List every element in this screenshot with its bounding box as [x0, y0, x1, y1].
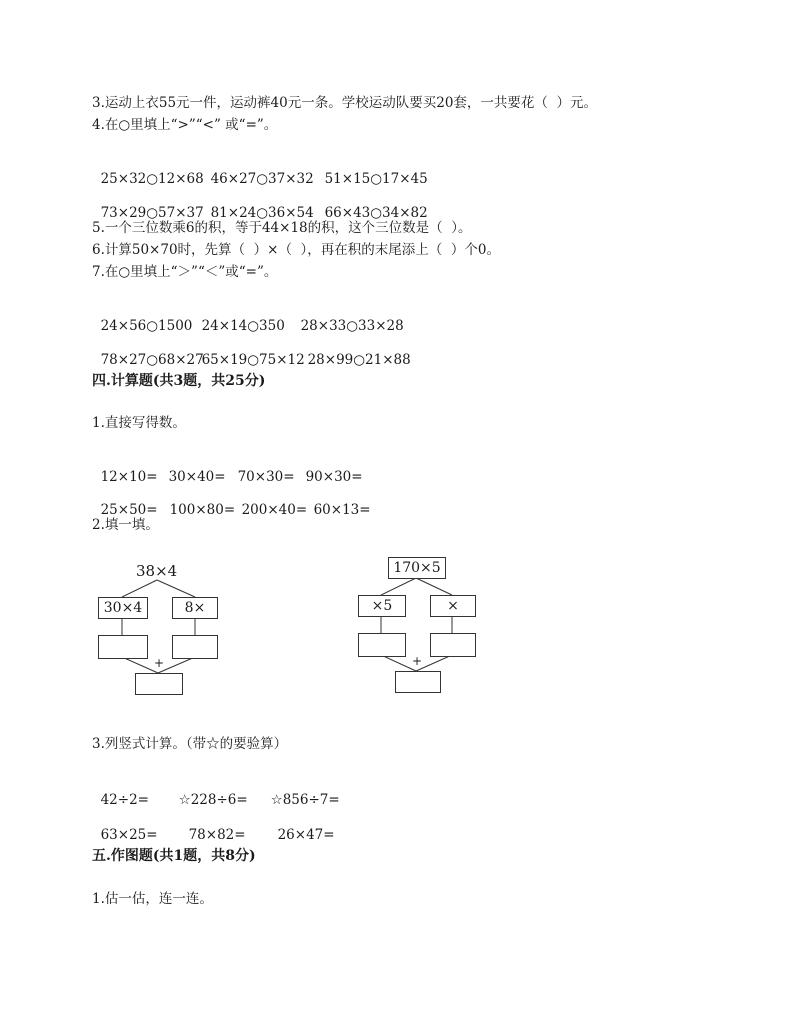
calc-item: 42÷2=: [100, 792, 149, 808]
compare-item: 81×24○36×54: [210, 205, 314, 221]
calc-item: 78×82=: [188, 827, 246, 843]
diagram-1-top: 38×4: [136, 562, 178, 580]
calc-item: 25×50=: [100, 502, 158, 518]
question-4-1: 1.直接写得数。: [92, 415, 186, 431]
diagram-2-right-box: ×: [430, 595, 476, 617]
question-3-3: 3.运动上衣55元一件，运动裤40元一条。学校运动队要买20套，一共要花（ ）元。: [92, 95, 597, 111]
diagram-1-plus: +: [154, 656, 165, 670]
question-3-4: 4.在○里填上“>”“<” 或“=”。: [92, 117, 278, 133]
compare-item: 24×14○350: [201, 318, 285, 334]
diagram-1-answer-box-right[interactable]: [172, 635, 218, 659]
calc-item: 12×10=: [100, 469, 158, 485]
calc-item: ☆856÷7=: [270, 792, 340, 808]
compare-item: 28×33○33×28: [300, 318, 404, 334]
diagram-1-answer-box-left[interactable]: [98, 635, 148, 659]
calc-item: 100×80=: [169, 502, 236, 518]
compare-item: 24×56○1500: [100, 318, 193, 334]
question-4-2: 2.填一填。: [92, 517, 159, 533]
calc-item: 63×25=: [100, 827, 158, 843]
calc-item: 90×30=: [305, 469, 363, 485]
section-4-heading: 四.计算题(共3题，共25分): [92, 373, 266, 389]
vertical-calc-row-1: [92, 773, 340, 809]
calc-item: 60×13=: [313, 502, 371, 518]
calc-item: 26×47=: [277, 827, 335, 843]
section-5-heading: 五.作图题(共1题，共8分): [92, 848, 256, 864]
question-5-1: 1.估一估，连一连。: [92, 891, 213, 907]
calc-item: ☆228÷6=: [178, 792, 248, 808]
compare-item: 46×27○37×32: [210, 171, 314, 187]
calc-item: 70×30=: [237, 469, 295, 485]
question-4-3: 3.列竖式计算。（带☆的要验算）: [92, 736, 288, 752]
calc-item: 30×40=: [168, 469, 226, 485]
diagram-1-left-box: 30×4: [98, 597, 148, 619]
diagram-2-left-box: ×5: [358, 595, 406, 617]
compare-item: 28×99○21×88: [307, 352, 411, 368]
compare-item: 73×29○57×37: [100, 205, 204, 221]
diagram-2-top-box: 170×5: [388, 557, 446, 579]
compare-item: 51×15○17×45: [324, 171, 428, 187]
compare-item: 25×32○12×68: [100, 171, 204, 187]
calc-item: 200×40=: [241, 502, 308, 518]
compare-item: 65×19○75×12: [201, 352, 305, 368]
diagram-2-plus: +: [412, 654, 423, 668]
question-3-7: 7.在○里填上“＞”“＜”或“=”。: [92, 264, 278, 280]
vertical-calc-row-2: [92, 808, 335, 844]
diagram-2-answer-box-right[interactable]: [430, 633, 476, 657]
compare-item: 78×27○68×27: [100, 352, 204, 368]
diagram-1-right-box: 8×: [172, 597, 218, 619]
diagram-2-sum-box[interactable]: [395, 671, 441, 693]
diagram-2-answer-box-left[interactable]: [358, 633, 406, 657]
compare-item: 66×43○34×82: [324, 205, 428, 221]
question-3-5: 5.一个三位数乘6的积，等于44×18的积，这个三位数是（ ）。: [92, 220, 472, 236]
question-3-6: 6.计算50×70时，先算（ ）×（ ），再在积的末尾添上（ ）个0。: [92, 242, 500, 258]
diagram-1-sum-box[interactable]: [135, 673, 183, 695]
